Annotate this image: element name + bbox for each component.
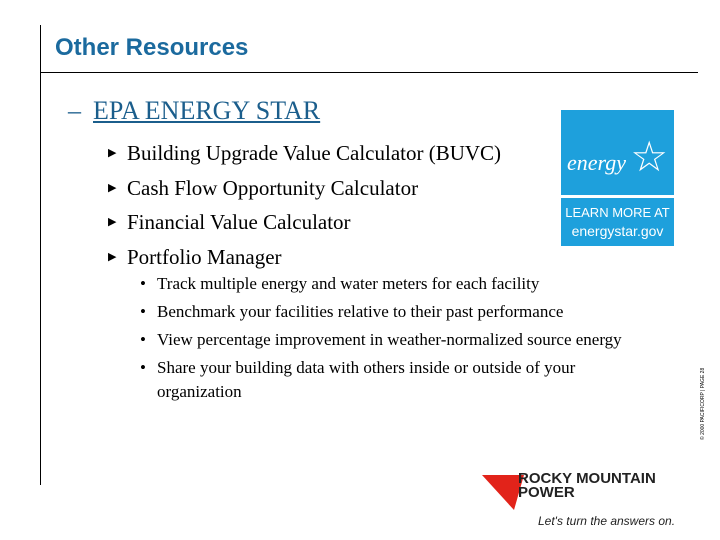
vertical-divider	[40, 25, 41, 485]
item-list	[108, 136, 501, 274]
horizontal-divider	[40, 72, 698, 73]
arrow-bullet-icon: ▶	[108, 181, 117, 194]
subitem-list	[140, 272, 660, 408]
energy-star-link[interactable]: EPA ENERGY STAR	[93, 96, 321, 125]
copyright-text: © 2000 PACIFICORP | PAGE 28	[700, 367, 706, 440]
arrow-bullet-icon: ▶	[108, 250, 117, 263]
arrow-bullet-icon: ▶	[108, 216, 117, 228]
list-item: • Share your building data with others inside or outside of your organization	[140, 358, 576, 401]
list-item: ▶ Portfolio Manager	[108, 240, 501, 275]
page-title: Other Resources	[55, 34, 249, 61]
list-item: ▶ Financial Value Calculator	[108, 205, 501, 240]
list-item: ▶ Building Upgrade Value Calculator (BUVC)	[108, 136, 501, 171]
section-heading	[68, 96, 320, 126]
list-item: • Benchmark your facilities relative to their past performance	[140, 302, 564, 321]
list-item: ▶ Cash Flow Opportunity Calculator	[108, 171, 501, 206]
energy-star-logo[interactable]: energy ☆ LEARN MORE AT energystar.gov	[561, 110, 674, 246]
arrow-bullet-icon: ▶	[108, 147, 117, 159]
list-item: • View percentage improvement in weather-normalized source energy	[140, 330, 622, 349]
company-logo: ROCKY MOUNTAIN POWER Let's turn the answers on.	[482, 472, 532, 517]
list-item: • Track multiple energy and water meters for each facility	[140, 274, 540, 293]
dash: –	[68, 96, 81, 125]
star-icon: ☆	[630, 133, 668, 180]
